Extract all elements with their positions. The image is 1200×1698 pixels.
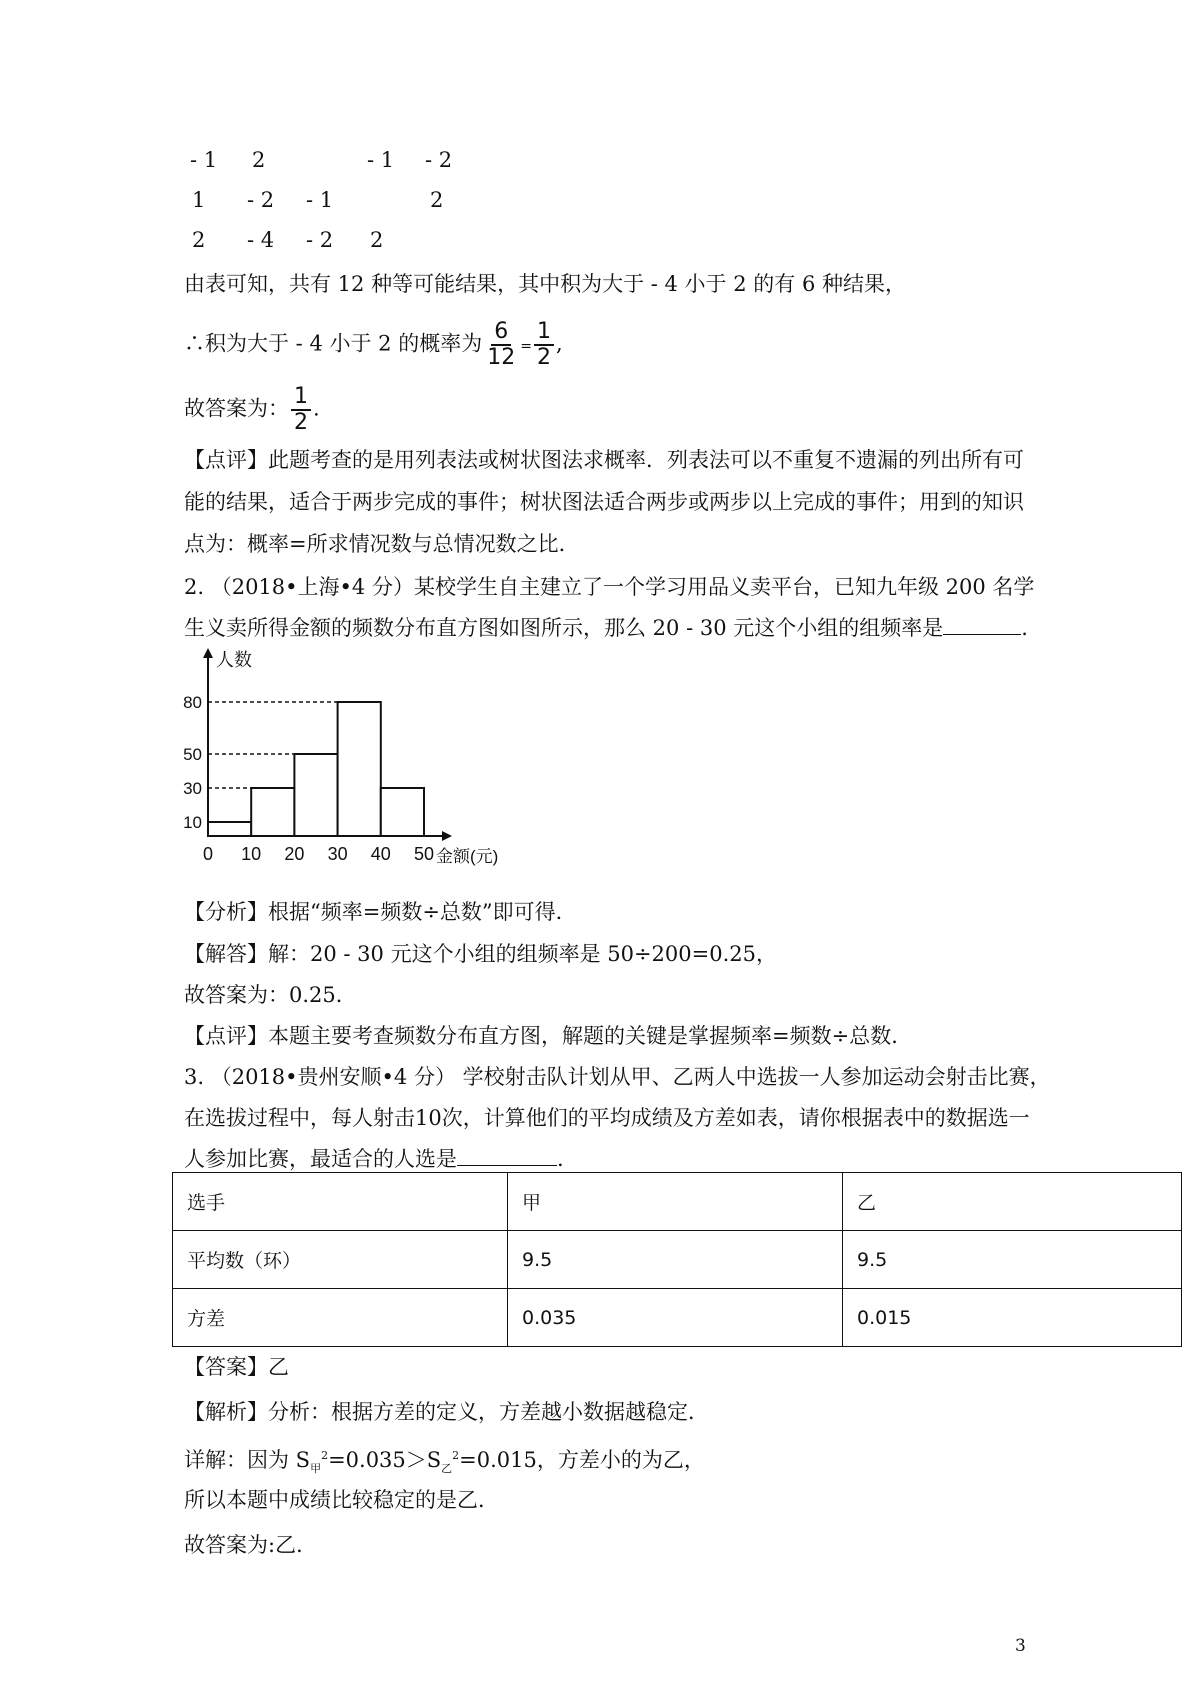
table-cell: 9.5	[508, 1231, 843, 1289]
fraction-denominator: 2	[294, 410, 308, 435]
equals-sign: =	[520, 338, 532, 355]
product-cell: - 2	[306, 228, 334, 252]
x-tick-label: 0	[202, 844, 214, 864]
histogram-bar	[208, 822, 251, 836]
detail-text: =0.035＞S	[328, 1448, 442, 1472]
fraction-numerator: 1	[291, 385, 311, 411]
histogram-bar	[251, 788, 294, 836]
product-cell: 2	[370, 228, 384, 252]
fraction-numerator: 1	[534, 320, 554, 346]
answer-blank	[457, 1147, 557, 1166]
q3-question-line-3	[184, 1145, 564, 1173]
variance-table	[172, 1172, 1182, 1347]
fraction-denominator: 12	[487, 345, 516, 370]
table-cell: 方差	[173, 1289, 508, 1347]
q3-question-line-1: 3. （2018•贵州安顺•4 分） 学校射击队计划从甲、乙两人中选拔一人参加运动会射击比赛，	[184, 1065, 1051, 1089]
q2-question-text: 生义卖所得金额的频数分布直方图如图所示，那么 20 - 30 元这个小组的组频率是	[184, 616, 944, 640]
q2-answer-line: 故答案为：0.25．	[184, 983, 357, 1007]
x-axis-title: 金额(元)	[436, 847, 499, 866]
x-tick-label: 30	[327, 844, 348, 864]
answer-fraction	[291, 385, 311, 435]
period: .	[557, 1147, 564, 1171]
q2-comment-line: 【点评】本题主要考查频数分布直方图，解题的关键是掌握频率=频数÷总数．	[184, 1024, 913, 1048]
period: .	[1021, 616, 1028, 640]
q1-probability-line	[184, 320, 563, 370]
table-row	[173, 1231, 1182, 1289]
q1-answer-line	[184, 385, 320, 435]
fraction-six-twelfths	[484, 320, 518, 370]
subscript: 乙	[441, 1462, 453, 1476]
table-cell: 平均数（环）	[173, 1231, 508, 1289]
answer-blank	[943, 616, 1021, 635]
x-tick-label: 50	[413, 844, 435, 864]
frequency-histogram	[180, 648, 500, 878]
table-cell: 甲	[508, 1173, 843, 1231]
q1-probability-text: ∴积为大于 - 4 小于 2 的概率为	[184, 331, 483, 356]
product-cell: - 2	[425, 148, 453, 172]
table-cell: 0.015	[843, 1289, 1182, 1347]
q1-answer-label: 故答案为：	[184, 396, 289, 421]
q3-detail-line	[184, 1442, 705, 1483]
detail-text: =0.015，方差小的为乙，	[459, 1448, 705, 1472]
product-cell: - 4	[247, 228, 275, 252]
y-tick-label: 30	[183, 779, 202, 798]
y-axis-title: 人数	[216, 650, 252, 670]
x-axis-arrow	[442, 831, 452, 841]
y-axis-arrow	[203, 648, 213, 658]
histogram-bar	[338, 702, 381, 836]
q3-final-answer-line: 故答案为:乙．	[184, 1533, 318, 1557]
q2-solution-line: 【解答】解：20 - 30 元这个小组的组频率是 50÷200=0.25，	[184, 942, 777, 966]
q3-conclusion-line: 所以本题中成绩比较稳定的是乙．	[184, 1488, 499, 1512]
q1-comment-line-1: 【点评】此题考查的是用列表法或树状图法求概率．列表法可以不重复不遗漏的列出所有可	[184, 448, 1024, 472]
table-cell: 乙	[843, 1173, 1182, 1231]
fraction-numerator: 6	[491, 320, 511, 346]
q3-analysis-line: 【解析】分析：根据方差的定义，方差越小数据越稳定．	[184, 1400, 709, 1424]
superscript: 2	[321, 1449, 329, 1462]
x-tick-label: 10	[241, 844, 262, 864]
table-row	[173, 1173, 1182, 1231]
fraction-denominator: 2	[536, 345, 551, 370]
fraction-one-half	[534, 320, 554, 370]
q2-analysis-line: 【分析】根据“频率=频数÷总数”即可得．	[184, 900, 577, 924]
product-cell: 1	[192, 188, 206, 212]
product-cell: - 2	[247, 188, 275, 212]
superscript: 2	[452, 1449, 460, 1462]
table-cell: 0.035	[508, 1289, 843, 1347]
product-cell: 2	[430, 188, 444, 212]
product-cell: 2	[252, 148, 266, 172]
table-row	[173, 1289, 1182, 1347]
product-cell: - 1	[306, 188, 334, 212]
q2-question-line-2	[184, 614, 1028, 642]
x-tick-label: 40	[370, 844, 391, 864]
q3-question-line-2: 在选拔过程中，每人射击10次，计算他们的平均成绩及方差如表，请你根据表中的数据选一	[184, 1106, 1030, 1130]
period: .	[313, 396, 320, 421]
detail-text: 详解：因为 S	[184, 1448, 311, 1472]
q3-question-text: 人参加比赛，最适合的人选是	[184, 1147, 457, 1171]
table-cell: 选手	[173, 1173, 508, 1231]
q1-comment-line-2: 能的结果，适合于两步完成的事件；树状图法适合两步或两步以上完成的事件；用到的知识	[184, 490, 1024, 514]
q1-comment-line-3: 点为：概率=所求情况数与总情况数之比．	[184, 532, 580, 556]
table-cell: 9.5	[843, 1231, 1182, 1289]
product-cell: - 1	[367, 148, 395, 172]
q1-conclusion-line: 由表可知，共有 12 种等可能结果，其中积为大于 - 4 小于 2 的有 6 种结果，	[184, 272, 906, 296]
comma: ,	[555, 331, 563, 356]
q3-answer-line: 【答案】乙	[184, 1355, 289, 1379]
x-tick-label: 20	[284, 844, 305, 864]
histogram-bar	[294, 754, 337, 836]
product-cell: 2	[192, 228, 206, 252]
y-tick-label: 10	[183, 813, 202, 832]
y-tick-label: 50	[183, 745, 202, 764]
page-number: 3	[1015, 1636, 1026, 1656]
histogram-bar	[381, 788, 424, 836]
q2-question-line-1: 2. （2018•上海•4 分）某校学生自主建立了一个学习用品义卖平台，已知九年级 200 名学	[184, 575, 1035, 599]
y-tick-label: 80	[183, 693, 202, 712]
product-cell: - 1	[190, 148, 218, 172]
subscript: 甲	[310, 1462, 322, 1476]
